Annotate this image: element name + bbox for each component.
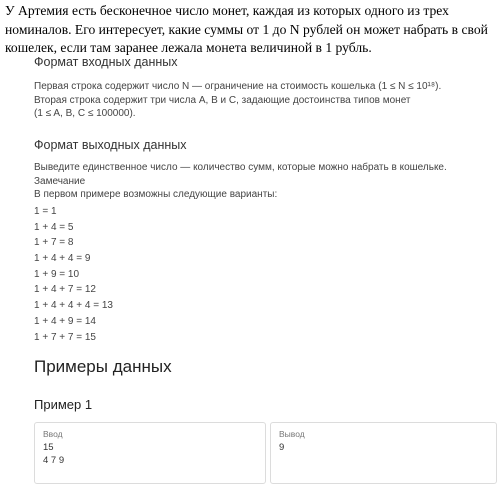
- output-format-line: Выведите единственное число — количество сумм, которые можно набрать в кошельке.: [34, 162, 447, 173]
- problem-statement: У Артемия есть бесконечное число монет, каждая из которых одного из трех номиналов. Его интересует, какие суммы от 1 до N рублей он может набрать в свой кошелек, если там заранее лежала монета величиной в 1 рубль.: [5, 3, 488, 55]
- output-format-title: Формат выходных данных: [34, 138, 187, 152]
- output-label: Вывод: [279, 429, 305, 439]
- example-1-title: Пример 1: [34, 397, 93, 412]
- input-label: Ввод: [43, 429, 63, 439]
- output-line: 9: [279, 442, 285, 453]
- variant-item: 1 + 4 = 5: [34, 221, 74, 233]
- input-format-line: Первая строка содержит число N — ограничение на стоимость кошелька (1 ≤ N ≤ 10¹⁸).: [34, 81, 442, 92]
- note-title: Замечание: [34, 175, 86, 187]
- input-line: 15: [43, 442, 54, 453]
- examples-title: Примеры данных: [34, 357, 172, 376]
- input-line: 4 7 9: [43, 454, 65, 466]
- example-output-box[interactable]: [270, 422, 497, 484]
- input-format-line: (1 ≤ A, B, C ≤ 100000).: [34, 108, 136, 119]
- variant-item: 1 + 4 + 4 + 4 = 13: [34, 300, 113, 312]
- variant-item: 1 + 4 + 7 = 12: [34, 284, 96, 296]
- variant-item: 1 + 4 + 9 = 14: [34, 315, 96, 327]
- variant-item: 1 + 9 = 10: [34, 268, 80, 280]
- output-format-body: [34, 161, 447, 202]
- variants-list: [34, 205, 113, 346]
- variant-item: 1 + 4 + 4 = 9: [34, 253, 91, 265]
- input-format-body: [34, 80, 441, 121]
- input-format-line: Вторая строка содержит три числа A, B и C, задающие достоинства типов монет: [34, 94, 411, 106]
- variant-item: 1 + 7 = 8: [34, 237, 74, 249]
- input-format-title: Формат входных данных: [34, 55, 178, 69]
- variant-item: 1 + 7 + 7 = 15: [34, 331, 96, 343]
- variant-item: 1 = 1: [34, 206, 57, 217]
- example-input-box[interactable]: [34, 422, 266, 484]
- note-intro: В первом примере возможны следующие варианты:: [34, 189, 278, 200]
